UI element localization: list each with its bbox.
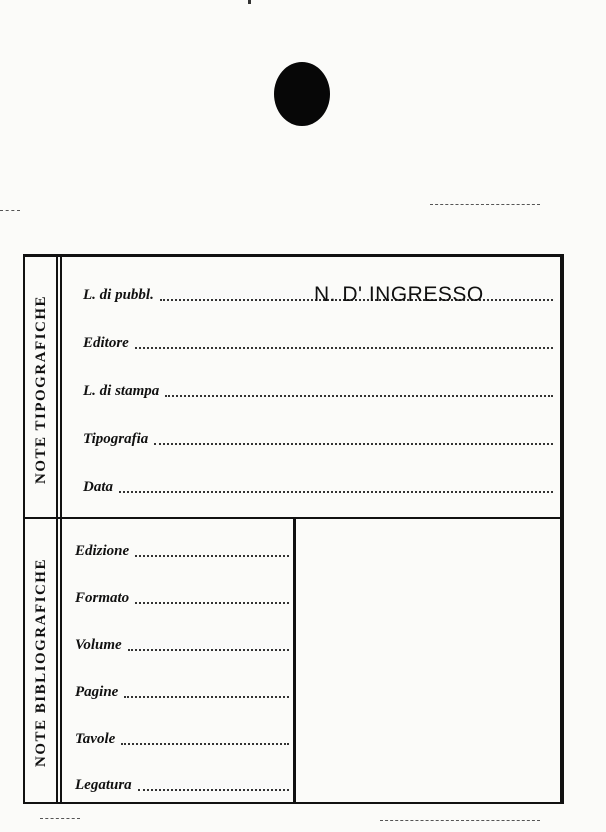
fill-line	[135, 601, 289, 604]
fill-line	[128, 648, 289, 651]
fill-line	[154, 442, 553, 445]
section-title-text: NOTE TIPOGRAFICHE	[32, 294, 49, 484]
fill-line	[138, 788, 289, 791]
section-title-note-tipografiche	[27, 263, 55, 515]
field-editore[interactable]	[83, 335, 553, 352]
fill-line	[124, 695, 289, 698]
fill-line	[135, 554, 289, 557]
field-tipografia[interactable]	[83, 431, 553, 448]
field-data[interactable]	[83, 479, 553, 496]
side-bar	[56, 257, 62, 802]
fill-line	[119, 490, 553, 493]
field-volume[interactable]	[75, 637, 289, 654]
fill-line	[121, 742, 289, 745]
field-label: Editore	[83, 335, 129, 351]
ink-speck	[248, 0, 251, 4]
catalog-card	[23, 254, 564, 804]
field-formato[interactable]	[75, 590, 289, 607]
numero-ingresso-heading: N. D' INGRESSO	[314, 283, 484, 306]
section-title-note-bibliografiche	[27, 521, 55, 803]
field-label: Tavole	[75, 731, 116, 747]
field-label: Tipografia	[83, 431, 149, 447]
edge-mark	[380, 820, 540, 821]
field-label: Pagine	[75, 684, 119, 700]
column-divider	[293, 517, 299, 802]
field-label: L. di stampa	[83, 383, 160, 399]
fill-line	[165, 394, 553, 397]
edge-mark	[40, 818, 80, 819]
field-label: Data	[83, 479, 113, 495]
field-pagine[interactable]	[75, 684, 289, 701]
section-title-text: NOTE BIBLIOGRAFICHE	[32, 557, 49, 767]
edge-mark	[430, 204, 540, 205]
field-label: Formato	[75, 590, 130, 606]
field-label: Volume	[75, 637, 122, 653]
field-edizione[interactable]	[75, 543, 289, 560]
field-label: Legatura	[75, 777, 132, 793]
punch-hole	[274, 62, 330, 126]
field-label: L. di pubbl.	[83, 287, 154, 303]
field-label: Edizione	[75, 543, 130, 559]
field-legatura[interactable]	[75, 777, 289, 794]
field-luogo-stampa[interactable]	[83, 383, 553, 400]
fill-line	[135, 346, 553, 349]
field-tavole[interactable]	[75, 731, 289, 748]
edge-mark	[0, 210, 20, 211]
